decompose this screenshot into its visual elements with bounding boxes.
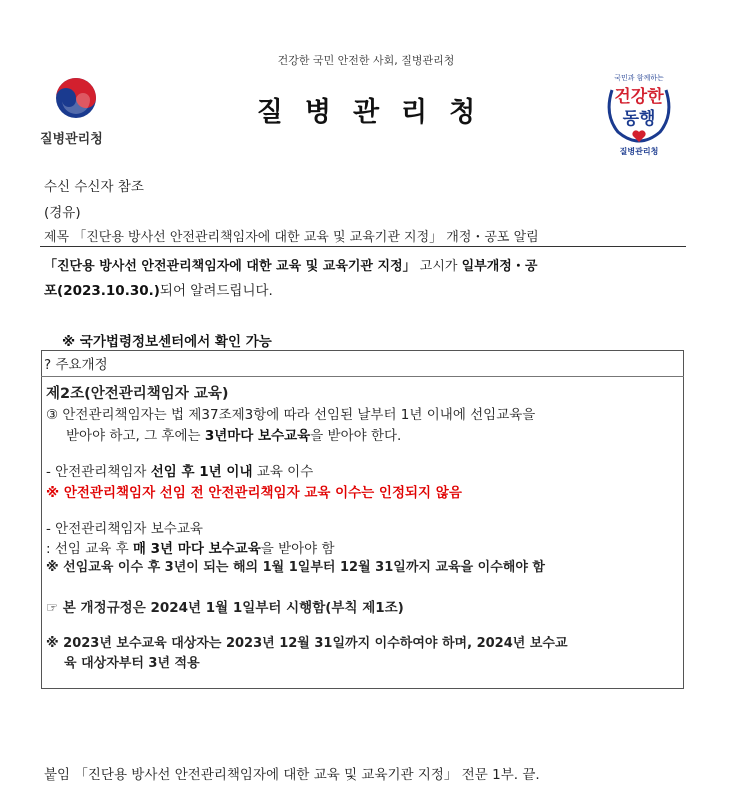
- intro-line-2: [44, 279, 273, 299]
- intro-rest: 되어 알려드립니다.: [159, 283, 273, 299]
- detail2-a: : 선임 교육 후: [46, 541, 133, 557]
- subject-divider: [40, 246, 686, 247]
- detail1-line: [46, 460, 313, 480]
- final-note-line1: ※ 2023년 보수교육 대상자는 2023년 12월 31일까지 이수하여야 하며, 2024년 보수교: [46, 636, 568, 651]
- subject-line: 제목 「진단용 방사선 안전관리책임자에 대한 교육 및 교육기관 지정」 개정・공포 알림: [44, 230, 539, 245]
- box-header-divider: [41, 376, 684, 377]
- item3-line2: [66, 424, 401, 444]
- article-title: 제2조(안전관리책임자 교육): [46, 386, 229, 402]
- detail2-note: ※ 선임교육 이수 후 3년이 되는 해의 1월 1일부터 12월 31일까지 교육을 이수해야 함: [46, 560, 545, 575]
- via-line: (경유): [44, 205, 81, 221]
- box-header: ? 주요개정: [44, 357, 108, 373]
- logo-left-name: 질병관리청: [40, 132, 103, 147]
- intro-mid: 고시가: [415, 259, 462, 274]
- logo-right-bottom: 질병관리청: [619, 147, 659, 156]
- intro-date: 포(2023.10.30.): [44, 283, 160, 299]
- intro-line-1: [44, 255, 537, 274]
- law-center-note: ※ 국가법령정보센터에서 확인 가능: [62, 334, 272, 350]
- attachment-line: 붙임 「진단용 방사선 안전관리책임자에 대한 교육 및 교육기관 지정」 전문 1부. 끝.: [44, 767, 540, 783]
- org-title: 질병관리청: [256, 97, 498, 128]
- detail2-c: 을 받아야 함: [260, 541, 335, 557]
- campaign-logo-icon: [598, 70, 680, 158]
- detail1-c: 교육 이수: [252, 464, 314, 480]
- item3-line1: ③ 안전관리책임자는 법 제37조제3항에 따라 선임된 날부터 1년 이내에 선임교육을: [46, 407, 536, 423]
- detail2-b: 매 3년 마다 보수교육: [132, 541, 261, 557]
- item3-text-c: 을 받아야 한다.: [310, 428, 402, 444]
- logo-right-main1: 건강한: [614, 87, 664, 107]
- effective-date-line: ☞ 본 개정규정은 2024년 1월 1일부터 시행함(부칙 제1조): [46, 600, 404, 616]
- detail1-b: 선임 후 1년 이내: [150, 464, 253, 480]
- warning-line: ※ 안전관리책임자 선임 전 안전관리책임자 교육 이수는 인정되지 않음: [46, 485, 462, 501]
- logo-right-top: 국민과 함께하는: [614, 74, 664, 82]
- logo-right-main2: 동행: [622, 109, 656, 129]
- item3-text-b: 3년마다 보수교육: [204, 428, 311, 444]
- recipient-line: 수신 수신자 참조: [44, 179, 144, 195]
- detail1-a: - 안전관리책임자: [46, 464, 151, 480]
- final-note-line2: 육 대상자부터 3년 적용: [64, 656, 200, 671]
- slogan: 건강한 국민 안전한 사회, 질병관리청: [277, 54, 455, 67]
- item3-text-a: 받아야 하고, 그 후에는: [66, 428, 205, 444]
- intro-bold2: 일부개정・공: [461, 259, 538, 274]
- detail2-line: [46, 537, 335, 557]
- detail2-title: - 안전관리책임자 보수교육: [46, 521, 203, 537]
- notice-title: 「진단용 방사선 안전관리책임자에 대한 교육 및 교육기관 지정」: [44, 259, 416, 274]
